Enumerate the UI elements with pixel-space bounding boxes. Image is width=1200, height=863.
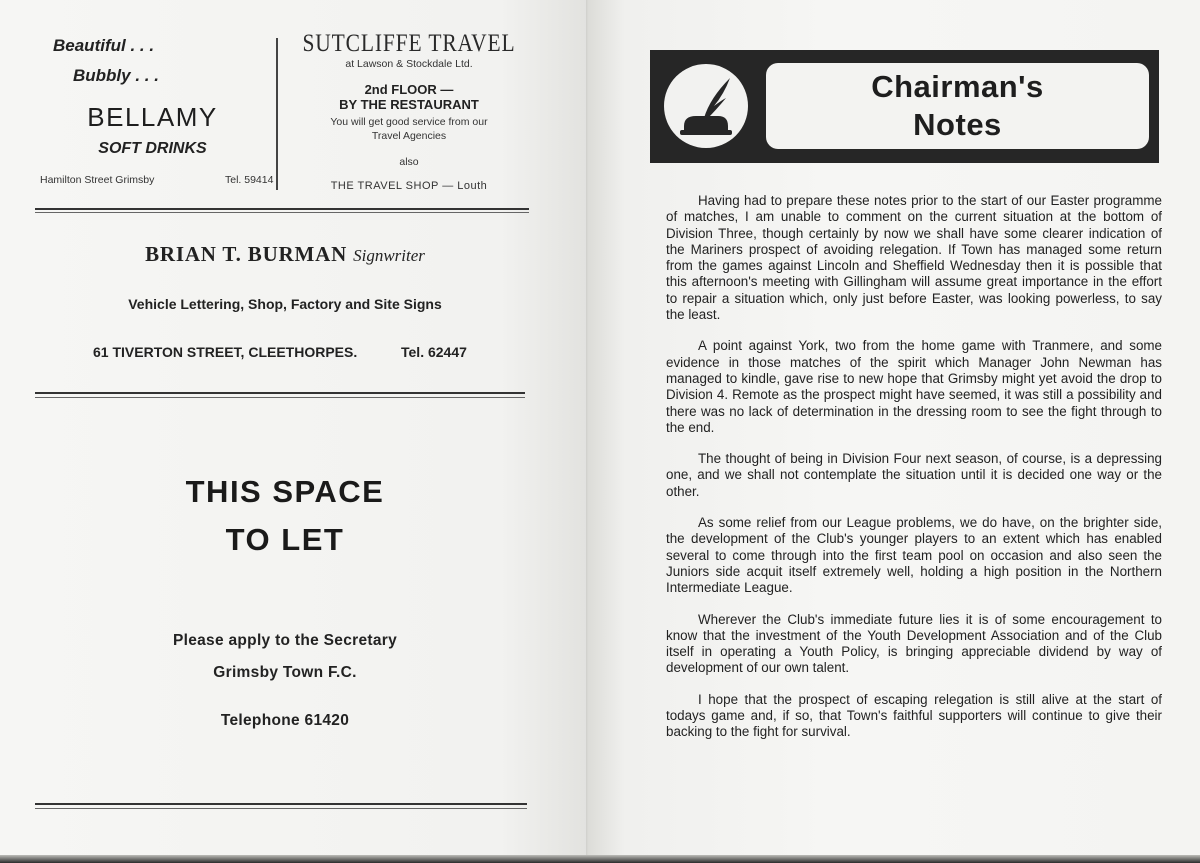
article-paragraph: The thought of being in Division Four next season, of course, is a depressing one, and we shall not contemplate the situation until it is decided one way or the other. [666,451,1162,499]
chairmans-notes-header [650,50,1159,163]
bellamy-advert [30,30,275,195]
burman-name: BRIAN T. BURMAN [145,242,348,266]
article-paragraph: Wherever the Club's immediate future lies it is of some encouragement to know that the investment of the Youth Development Association and of the Club itself in operating a Youth Policy, is bringing appreciable dividend by way of development of our own talent. [666,611,1162,676]
divider-rule [35,397,525,398]
bellamy-telephone: Tel. 59414 [225,174,274,186]
sutcliffe-advert [278,30,540,195]
divider-rule [35,208,529,210]
page-title-line-2: Notes [913,107,1002,142]
burman-address: 61 TIVERTON STREET, CLEETHORPES. [93,344,358,360]
page-title-line-1: Chairman's [871,69,1044,104]
article-paragraph: I hope that the prospect of escaping relegation is still alive at the start of todays game and, if so, that Town's faithful supporters will continue to give their backing to the fight for survival. [666,691,1162,740]
sutcliffe-shop: THE TRAVEL SHOP — Louth [330,180,488,192]
burman-trade: Signwriter [353,246,425,265]
bellamy-tagline-1: Beautiful . . . [53,36,155,55]
sutcliffe-location: BY THE RESTAURANT [339,97,479,112]
divider-rule [35,392,525,394]
divider-rule [35,212,529,213]
sutcliffe-at: at Lawson & Stockdale Ltd. [345,58,473,70]
scan-bottom-edge [0,855,1200,863]
to-let-heading-2: TO LET [225,522,345,557]
to-let-heading-1: THIS SPACE [185,474,385,509]
sutcliffe-service-1: You will get good service from our [330,116,488,128]
to-let-apply: Please apply to the Secretary [172,632,398,649]
title-panel [766,63,1149,149]
top-adverts [30,30,540,195]
sutcliffe-floor: 2nd FLOOR — [364,82,454,97]
sutcliffe-name: SUTCLIFFE TRAVEL [302,30,516,57]
burman-heading [30,242,540,267]
divider-rule [35,803,527,805]
sutcliffe-also: also [399,156,419,168]
bellamy-address: Hamilton Street Grimsby [40,174,155,186]
sutcliffe-service-2: Travel Agencies [371,130,447,142]
bellamy-brand: BELLAMY [87,102,218,132]
to-let-telephone: Telephone 61420 [220,712,350,729]
article-paragraph: As some relief from our League problems, we do have, on the brighter side, the development of the Club's younger players to an extent which has enabled several to come through into the first team pool on occasion and also seen the Juniors side acquit itself extremely well, holding a high position in the Northern Intermediate League. [666,515,1162,596]
article-paragraph: Having had to prepare these notes prior to the start of our Easter programme of matches, I am unable to comment on the current situation at the bottom of Division Three, though certainly by now we shall have some clearer indication of the Mariners prospect of avoiding relegation. If Town has managed some return from the games against Lincoln and Sheffield Wednesday then it is possible that this afternoon's meeting with Gillingham will assume great importance in the effort to repair a situation which, only just before Easter, was looking powerless, to say the least. [666,193,1162,323]
burman-advert [30,240,540,370]
space-to-let-advert [30,470,540,770]
to-let-club: Grimsby Town F.C. [213,664,357,681]
bellamy-product: SOFT DRINKS [98,140,207,157]
divider-rule [35,808,527,809]
chairmans-notes-article [666,193,1162,756]
burman-services: Vehicle Lettering, Shop, Factory and Site Signs [128,296,442,312]
burman-telephone: Tel. 62447 [401,344,467,360]
article-paragraph: A point against York, two from the home game with Tranmere, and some evidence in those matches of the spirit which Manager John Newman has managed to kindle, gave rise to new hope that Grimsby might yet avoid the drop to Division 4. Remote as the prospect might have seemed, it was still a possibility and there was no lack of determination in the dressing room to see the fight through to the end. [666,338,1162,435]
left-page [0,0,588,863]
bellamy-tagline-2: Bubbly . . . [73,66,159,85]
quill-inkwell-icon [664,64,748,148]
